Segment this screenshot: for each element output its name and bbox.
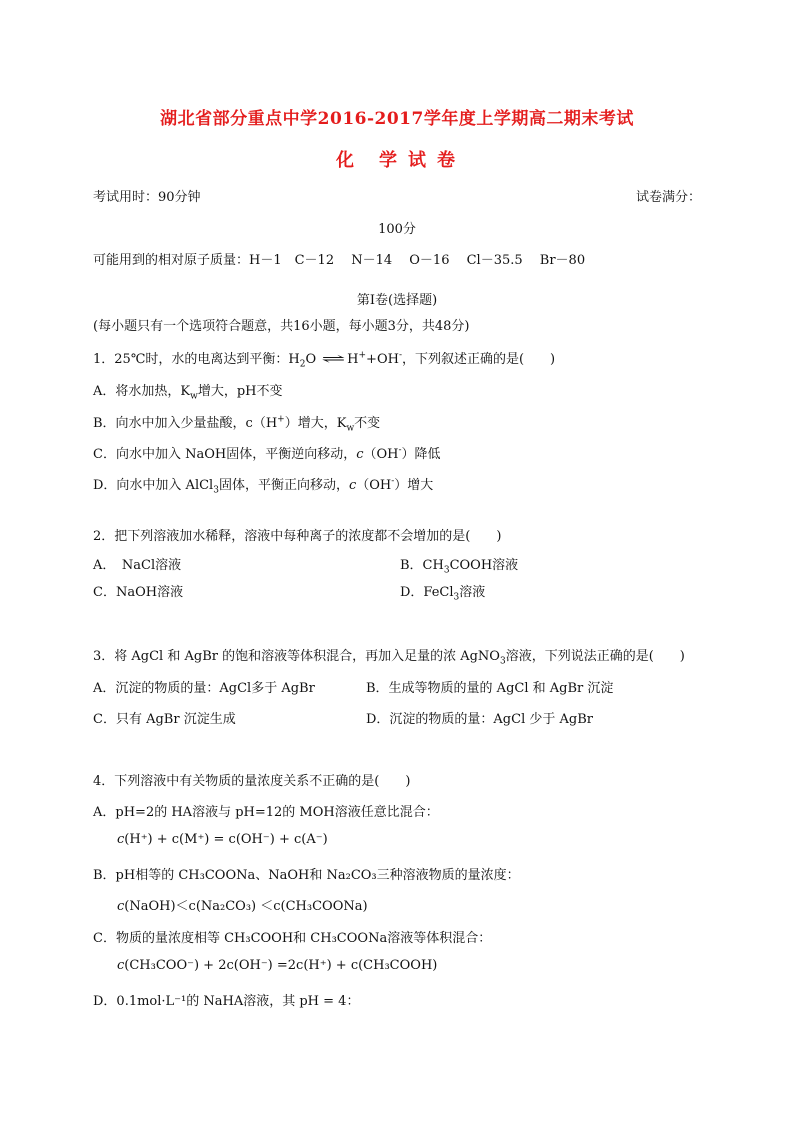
- question-4-option-a: A．pH=2的 HA溶液与 pH=12的 MOH溶液任意比混合：: [93, 805, 439, 820]
- question-3-option-b: B．生成等物质的量的 AgCl 和 AgBr 沉淀: [366, 681, 614, 696]
- subtitle-char: 学: [379, 150, 400, 171]
- question-1-stem: 1．25℃时，水的电离达到平衡：$H_2O$ ⇌H++OH-，下列叙述正确的是( ): [93, 350, 556, 370]
- question-4-option-c: C．物质的量浓度相等 CH₃COOH和 CH₃COONa溶液等体积混合：: [93, 931, 492, 946]
- question-2-option-c: C．NaOH溶液: [93, 585, 184, 600]
- question-3-option-d: D．沉淀的物质的量：AgCl 少于 AgBr: [366, 712, 593, 727]
- section-title: 第Ⅰ卷(选择题): [356, 293, 438, 308]
- question-3-stem: 3．将 AgCl 和 AgBr 的饱和溶液等体积混合，再加入足量的浓 AgNO$_3$溶液，下列说法正确的是( ): [93, 649, 685, 667]
- question-2-stem: 2．把下列溶液加水稀释，溶液中每种离子的浓度都不会增加的是( ): [93, 529, 502, 544]
- question-2-option-d: D．FeCl$_3$溶液: [400, 585, 486, 603]
- question-4-option-c-equation: c(CH₃COO⁻) + 2c(OH⁻) =2c(H⁺) + c(CH₃COOH): [117, 958, 438, 973]
- exam-subtitle: [0, 146, 794, 172]
- subtitle-char: 试: [408, 150, 429, 171]
- question-2-option-b: B．$CH_3COOH$溶液: [400, 558, 519, 576]
- exam-title: 湖北省部分重点中学2016-2017学年度上学期高二期末考试: [160, 109, 634, 129]
- question-4-stem: 4．下列溶液中有关物质的量浓度关系不正确的是( ): [93, 774, 411, 789]
- full-score-value: 100分: [378, 222, 416, 237]
- question-4-option-b-equation: c(NaOH)＜c(Na₂CO₃) ＜c(CH₃COONa): [117, 899, 368, 914]
- section-instructions: (每小题只有一个选项符合题意，共16小题，每小题3分，共48分): [93, 319, 470, 334]
- subtitle-char: 化: [336, 150, 357, 171]
- subtitle-char: 卷: [437, 150, 458, 171]
- full-score-label: 试卷满分：: [636, 190, 702, 205]
- question-1-option-c: C．向水中加入 NaOH固体，平衡逆向移动，c（OH-）降低: [93, 445, 441, 462]
- equilibrium-arrow-icon: ⇌: [321, 352, 346, 367]
- question-3-option-c: C．只有 AgBr 沉淀生成: [93, 712, 236, 727]
- question-4-option-d: D．0.1mol·L⁻¹的 NaHA溶液，其 pH = 4：: [93, 994, 360, 1009]
- question-2-option-a: A． NaCl溶液: [93, 558, 182, 573]
- atomic-masses: 可能用到的相对原子质量：H－1 C－12 N－14 O－16 Cl－35.5 Br－80: [93, 253, 586, 268]
- question-1-option-d: D．向水中加入 AlCl$_3$固体，平衡正向移动，c（OH-）增大: [93, 476, 434, 496]
- question-1-option-b: B．向水中加入少量盐酸，c（H+）增大，$K_w$不变: [93, 414, 381, 434]
- exam-time: 考试用时：90分钟: [93, 190, 201, 205]
- question-4-option-a-equation: c(H⁺) + c(M⁺) = c(OH⁻) + c(A⁻): [117, 832, 328, 847]
- question-4-option-b: B．pH相等的 CH₃COONa、NaOH和 Na₂CO₃三种溶液物质的量浓度：: [93, 868, 520, 883]
- question-3-option-a: A．沉淀的物质的量：AgCl多于 AgBr: [93, 681, 315, 696]
- question-1-option-a: A．将水加热，$K_w$增大，pH不变: [93, 384, 283, 402]
